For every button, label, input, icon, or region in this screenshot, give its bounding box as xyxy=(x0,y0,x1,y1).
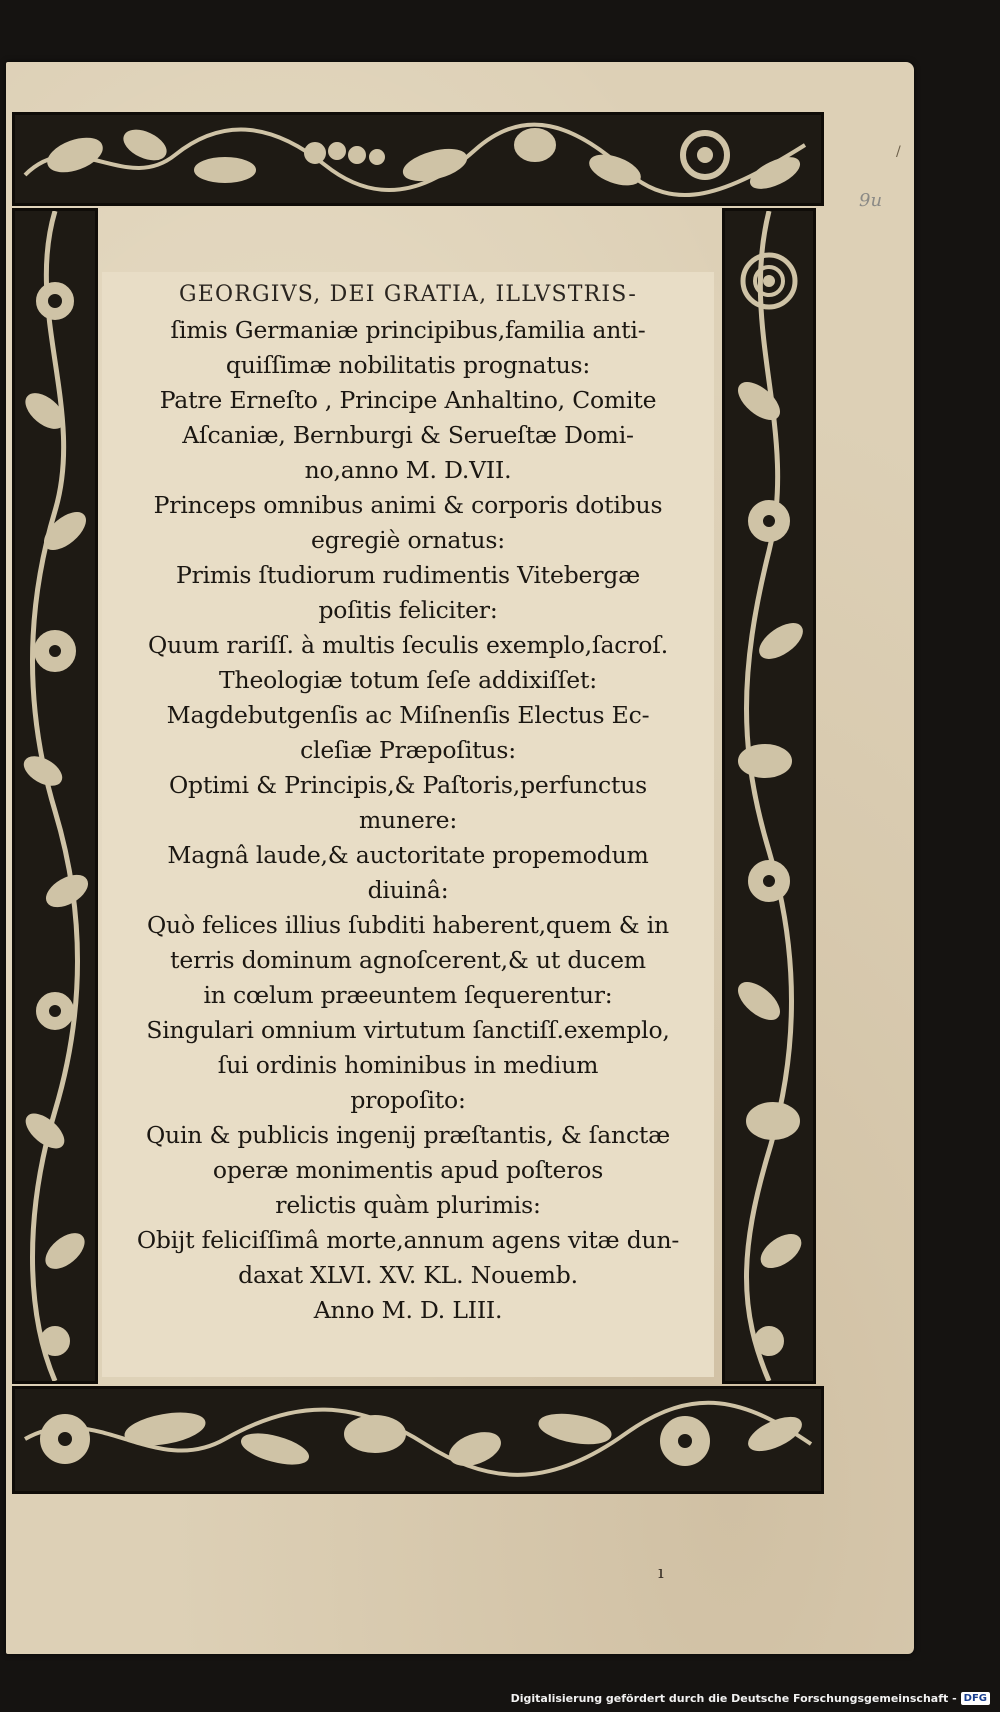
text-line: propoſito: xyxy=(350,1086,466,1114)
text-line: cleſiæ Præpoſitus: xyxy=(300,736,516,764)
woodcut-right-ornament xyxy=(725,211,813,1381)
woodcut-border-top xyxy=(12,112,824,206)
woodcut-border-bottom xyxy=(12,1386,824,1494)
text-line: Magnâ laude,& auctoritate propemodum xyxy=(167,841,649,869)
text-line: munere: xyxy=(358,806,458,834)
text-line: daxat XLVI. XV. KL. Nouemb. xyxy=(238,1261,578,1289)
woodcut-left-ornament xyxy=(15,211,95,1381)
text-line: Primis ſtudiorum rudimentis Vitebergæ xyxy=(175,561,641,589)
text-line: Optimi & Principis,& Paſtoris,perfunctus xyxy=(168,771,648,799)
text-line: GEORGIVS, DEI GRATIA, ILLVSTRIS- xyxy=(178,282,637,307)
text-line: relictis quàm plurimis: xyxy=(275,1191,541,1219)
credit-text: Digitalisierung gefördert durch die Deutsche Forschungsgemeinschaft - xyxy=(510,1691,957,1705)
text-line: diuinâ: xyxy=(367,876,449,904)
text-line: ſui ordinis hominibus in medium xyxy=(217,1051,599,1079)
text-line: Princeps omnibus animi & corporis dotibus xyxy=(153,491,663,519)
dfg-logo: DFG xyxy=(961,1692,990,1705)
text-line: Theologiæ totum ſeſe addixiſſet: xyxy=(219,666,597,694)
text-line: ſimis Germaniæ principibus,familia anti- xyxy=(170,316,646,344)
woodcut-border-right xyxy=(722,208,816,1384)
text-line: operæ monimentis apud poſteros xyxy=(212,1156,604,1184)
text-line: Magdebutgenſis ac Miſnenſis Electus Ec- xyxy=(166,701,650,729)
book-page xyxy=(6,62,914,1654)
corner-mark: / xyxy=(896,144,901,160)
text-line: Quò felices illius ſubditi haberent,quem & in xyxy=(146,911,669,939)
handwritten-folio-mark: 9u xyxy=(859,190,883,211)
text-block xyxy=(102,272,714,1377)
text-line: in cœlum præeuntem ſequerentur: xyxy=(203,981,613,1009)
woodcut-top-ornament xyxy=(15,115,821,203)
text-line: egregiè ornatus: xyxy=(311,526,505,554)
text-line: Quum rariſſ. à multis ſeculis exemplo,ſacroſ. xyxy=(148,631,668,659)
text-line: Aſcaniæ, Bernburgi & Serueſtæ Domi- xyxy=(182,421,634,449)
woodcut-border-left xyxy=(12,208,98,1384)
text-line: Quin & publicis ingenij præſtantis, & ſanctæ xyxy=(145,1121,671,1149)
text-line: no,anno M. D.VII. xyxy=(304,456,512,484)
text-line: terris dominum agnoſcerent,& ut ducem xyxy=(170,946,646,974)
stray-ink-mark: ı xyxy=(658,1562,664,1583)
text-line: quiſſimæ nobilitatis prognatus: xyxy=(225,351,591,379)
text-line: Patre Erneſto , Principe Anhaltino, Comite xyxy=(159,386,657,414)
digitization-credit xyxy=(511,1688,990,1708)
text-line: Singulari omnium virtutum ſanctiſſ.exemplo, xyxy=(146,1016,670,1044)
woodcut-bottom-ornament xyxy=(15,1389,821,1491)
text-line: poſitis feliciter: xyxy=(318,596,498,624)
text-line: Obijt feliciſſimâ morte,annum agens vitæ dun- xyxy=(136,1226,680,1254)
text-line: Anno M. D. LIII. xyxy=(313,1296,503,1324)
